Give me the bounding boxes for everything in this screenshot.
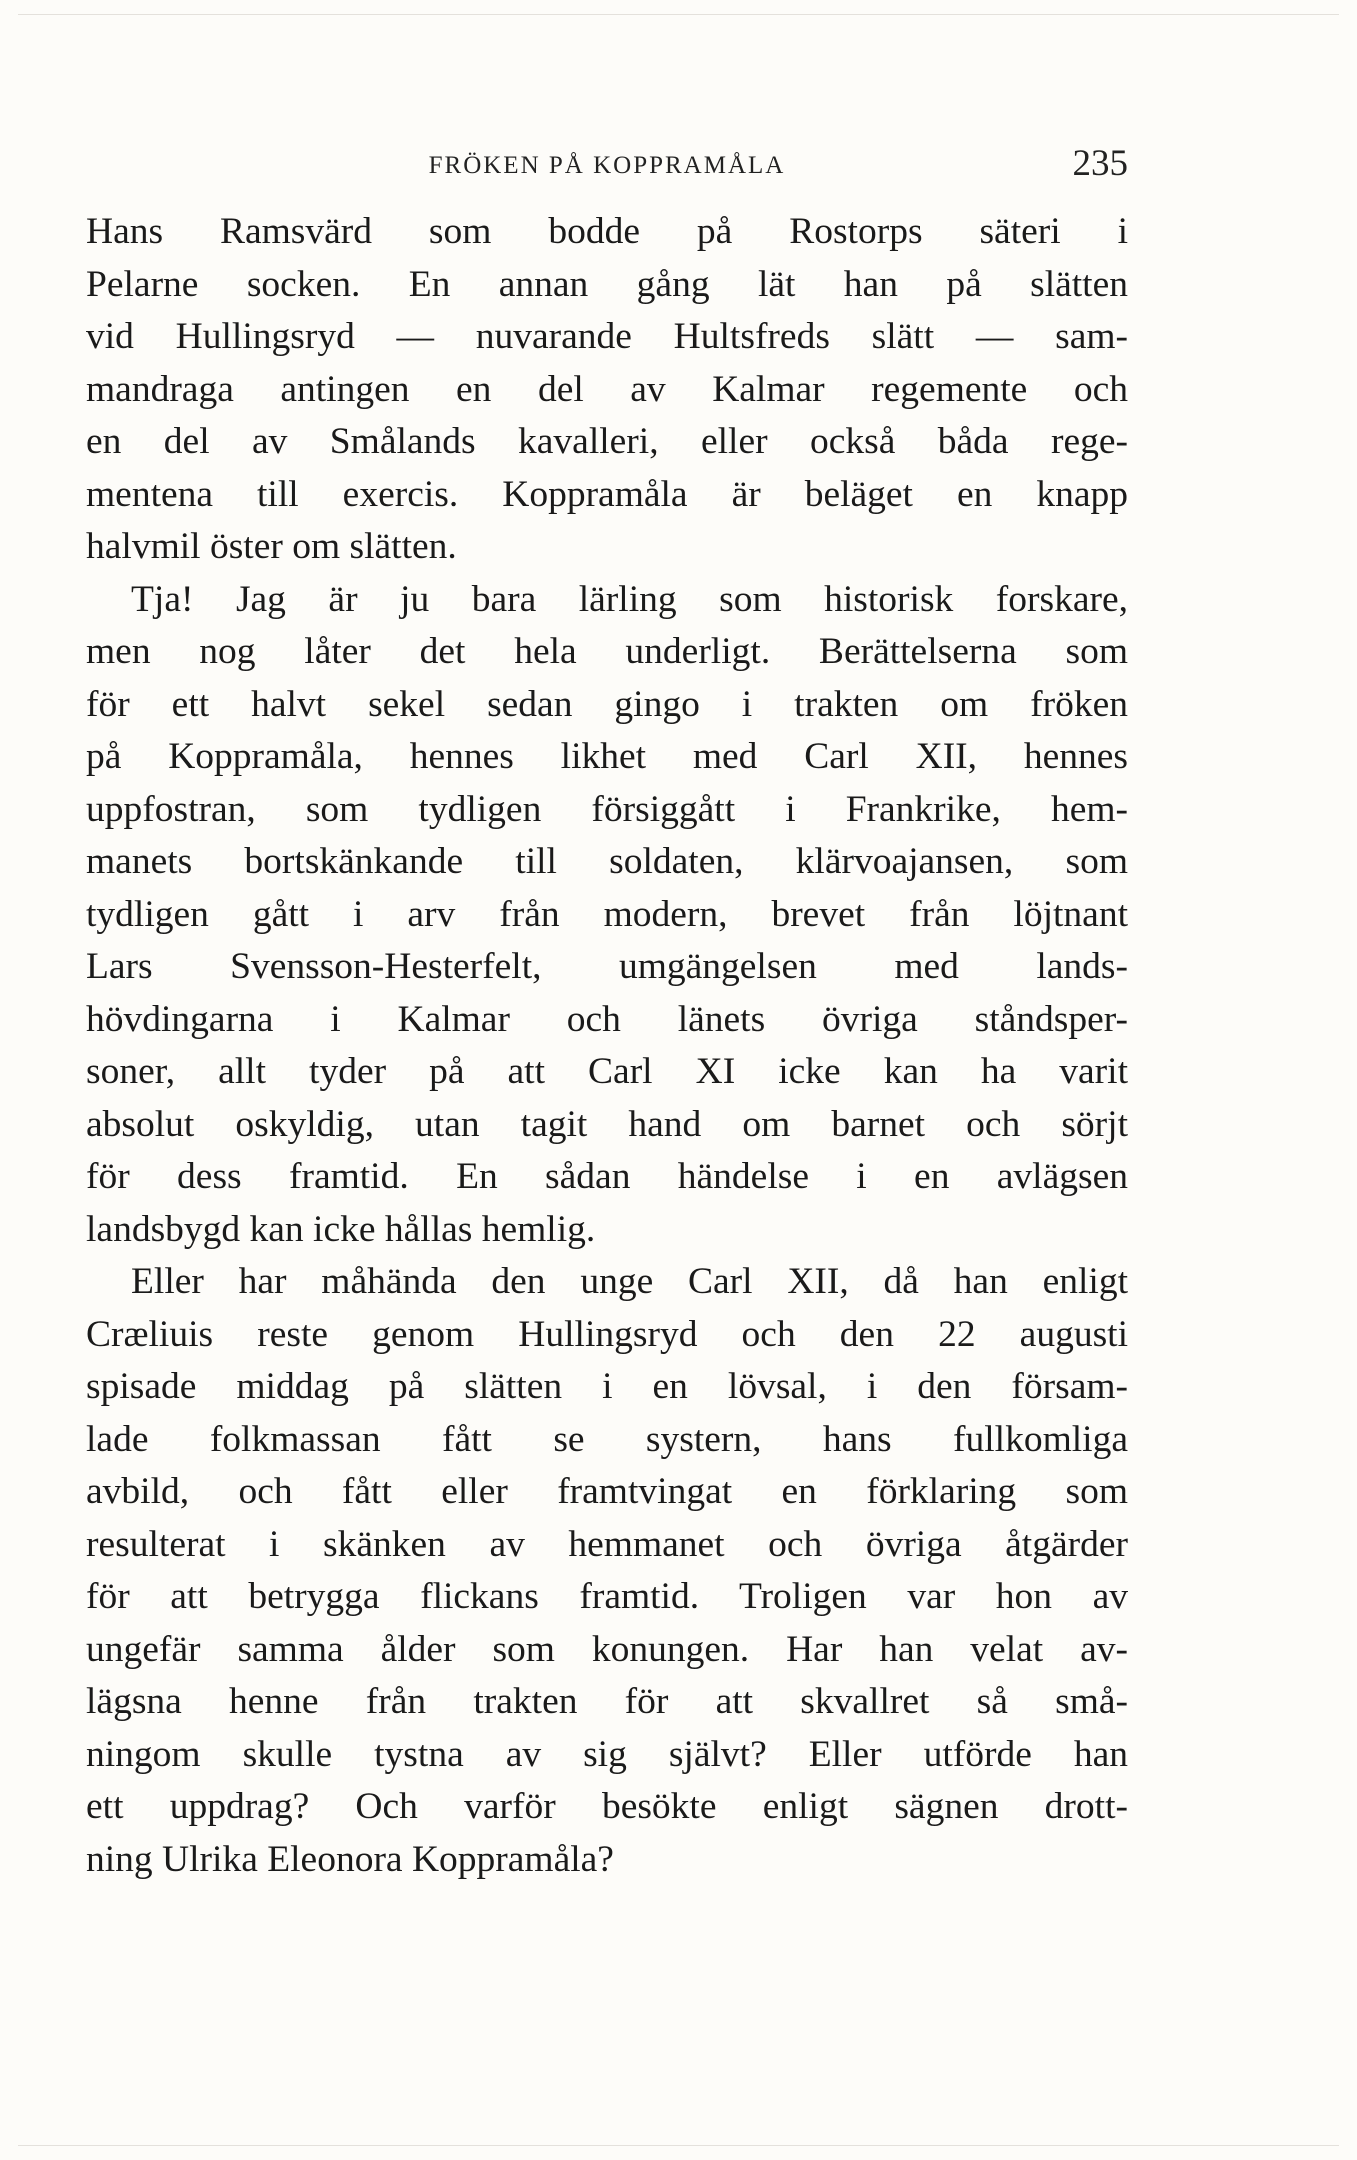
text-line: för dess framtid. En sådan händelse i en avlägsen	[86, 1156, 1128, 1197]
text-line: Pelarne socken. En annan gång lät han på slätten	[86, 263, 1128, 305]
text-line: tydligen gått i arv från modern, brevet från löjtnant	[86, 893, 1128, 935]
text-line: mandraga antingen en del av Kalmar regemente och	[86, 368, 1128, 410]
text-line: manets bortskänkande till soldaten, klärvoajansen, som	[86, 841, 1128, 882]
text-line: Lars Svensson-Hesterfelt, umgängelsen med lands-	[86, 946, 1128, 987]
text-line: ning Ulrika Eleonora Koppramåla?	[86, 1838, 614, 1880]
text-line: Cræliuis reste genom Hullingsryd och den 22 augusti	[86, 1313, 1128, 1355]
text-line: på Koppramåla, hennes likhet med Carl XII, hennes	[86, 736, 1128, 777]
text-line: mentena till exercis. Koppramåla är beläget en knapp	[86, 473, 1128, 515]
body-text	[86, 206, 1128, 1886]
running-title: FRÖKEN PÅ KOPPRAMÅLA	[428, 152, 786, 179]
text-line: halvmil öster om slätten.	[86, 526, 457, 567]
text-line: hövdingarna i Kalmar och länets övriga ståndsper-	[86, 998, 1128, 1040]
text-line: en del av Smålands kavalleri, eller också båda rege-	[86, 421, 1128, 462]
text-line: men nog låter det hela underligt. Berättelserna som	[86, 631, 1128, 672]
text-line: Eller har måhända den unge Carl XII, då han enligt	[131, 1261, 1128, 1302]
text-line: för att betrygga flickans framtid. Troligen var hon av	[86, 1576, 1128, 1617]
text-line: soner, allt tyder på att Carl XI icke kan ha varit	[86, 1051, 1128, 1092]
text-line: vid Hullingsryd — nuvarande Hultsfreds slätt — sam-	[86, 316, 1128, 357]
text-line: ningom skulle tystna av sig självt? Eller utförde han	[86, 1733, 1128, 1775]
text-line: avbild, och fått eller framtvingat en förklaring som	[86, 1471, 1128, 1512]
text-line: ungefär samma ålder som konungen. Har han velat av-	[86, 1628, 1128, 1670]
text-line: resulterat i skänken av hemmanet och övriga åtgärder	[86, 1523, 1128, 1565]
text-line: ett uppdrag? Och varför besökte enligt sägnen drott-	[86, 1786, 1128, 1827]
page-bottom-edge	[18, 2145, 1339, 2146]
page-top-edge	[18, 14, 1339, 15]
text-line: uppfostran, som tydligen försiggått i Frankrike, hem-	[86, 788, 1128, 830]
text-line: lägsna henne från trakten för att skvallret så små-	[86, 1681, 1128, 1722]
text-line: landsbygd kan icke hållas hemlig.	[86, 1208, 596, 1250]
text-line: för ett halvt sekel sedan gingo i trakten om fröken	[86, 683, 1128, 725]
text-line: lade folkmassan fått se systern, hans fullkomliga	[86, 1418, 1128, 1460]
running-header	[86, 138, 1128, 188]
text-line: Hans Ramsvärd som bodde på Rostorps säteri i	[86, 211, 1128, 252]
text-line: spisade middag på slätten i en lövsal, i den försam-	[86, 1366, 1128, 1407]
page-number: 235	[1072, 143, 1128, 184]
text-line: absolut oskyldig, utan tagit hand om barnet och sörjt	[86, 1103, 1128, 1145]
text-line: Tja! Jag är ju bara lärling som historisk forskare,	[131, 578, 1128, 620]
